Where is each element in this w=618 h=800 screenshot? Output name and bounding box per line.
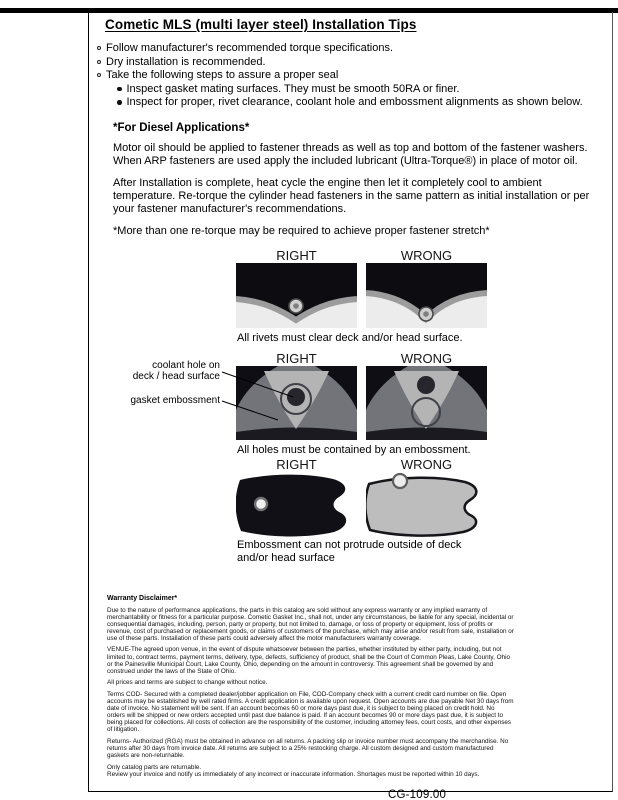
warranty-paragraph: VENUE-The agreed upon venue, in the event of dispute whatsoever between the parties, whether instituted by either party, including, but not limited to, contract terms, payment terms, delivery, type, defects, sufficiency of product, shall be the Court of Common Pleas, Lake County, Ohio or the Painesville Municipal Court, Lake County, Ohio, depending on the amount in controversy. This agreement shall be governed by and construed under the laws of the State of Ohio.	[107, 646, 511, 675]
protrusion-caption	[237, 539, 517, 565]
protrusion-caption-line1: Embossment can not protrude outside of deck	[237, 538, 462, 551]
sub-tip-item	[105, 83, 604, 97]
diesel-applications-section	[113, 122, 604, 238]
wrong-header-row1: WRONG	[400, 247, 453, 263]
tip-item	[105, 69, 604, 83]
sub-tip-text: Inspect for proper, rivet clearance, coolant hole and embossment alignments as shown below.	[126, 96, 583, 108]
catalog-page-code: CG-109.00	[388, 789, 447, 800]
diesel-heading: *For Diesel Applications*	[113, 121, 250, 134]
warranty-paragraph: Due to the nature of performance applications, the parts in this catalog are sold without any express warranty or any implied warranty of merchantability or fitness for a particular purpose. Cometic Gasket Inc., shall not, under any circumstances, be liable for any special, incidental or consequential damages, including, person, party or property, but not limited to, damage, or loss of property or equipment, loss of profits or revenue, cost of purchased or replacement goods, or claims of customers of the purchase, which may arise and/or result from sale, installation or use of these parts. Installation of these parts could adversely affect the motor manufacturers warranty coverage.	[107, 606, 514, 642]
right-header-row2: RIGHT	[276, 350, 317, 366]
wrong-header-row3: WRONG	[400, 456, 453, 472]
tip-text: Take the following steps to assure a proper seal	[106, 69, 339, 81]
rivet-wrong-diagram	[366, 263, 487, 328]
diesel-paragraph: Motor oil should be applied to fastener threads as well as top and bottom of the fastener washers. When ARP fasteners are used apply the included lubricant (Ultra-Torque®) in place of motor oil.	[113, 141, 588, 167]
protrusion-caption-line2: and/or head surface	[237, 551, 335, 564]
embossment-right-diagram	[236, 366, 357, 440]
diagram-section	[0, 244, 618, 568]
warranty-disclaimer-section	[0, 568, 618, 779]
gasket-embossment-label: gasket embossment	[130, 394, 220, 406]
warranty-paragraph: Returns- Authorized (RGA) must be obtained in advance on all returns. A packing slip or invoice number must accompany the merchandise. No returns after 30 days from invoice date. All returns are subject to a 25% restocking charge. All custom designed and custom manufactured gaskets are non-returnable.	[107, 738, 509, 760]
right-header-row3: RIGHT	[276, 456, 317, 472]
coolant-hole-label-line1: coolant hole on	[152, 359, 220, 371]
rivet-caption: All rivets must clear deck and/or head surface.	[237, 331, 463, 344]
tip-item	[105, 42, 604, 56]
holes-caption: All holes must be contained by an embossment.	[237, 443, 471, 456]
tips-list	[105, 42, 604, 110]
warranty-heading: Warranty Disclaimer*	[107, 594, 178, 602]
warranty-paragraph: Terms COD- Secured with a completed dealer/jobber application on File, COD-Company check with a current credit card number on file. Open accounts may be established by well rated firms. A credit application is available upon request. Open accounts are due payable Net 30 days from date of invoice. No statement will be sent. If an account becomes 60 or more days past due, it is subject to being placed on credit hold. No orders will be shipped or new orders accepted until past due balance is paid. If an account becomes 90 or more days past due, it is subject to being placed for collections. All costs of collection are the responsibility of the customer, including attorney fees, court costs, and other expenses of litigation.	[107, 690, 514, 734]
circle-bullet-icon	[97, 60, 101, 64]
circle-bullet-icon	[97, 46, 101, 50]
circle-bullet-icon	[97, 73, 101, 77]
wrong-header-row2: WRONG	[400, 350, 453, 366]
page-title: Cometic MLS (multi layer steel) Installation Tips	[105, 17, 417, 32]
sub-tip-item	[105, 96, 604, 110]
tip-item	[105, 56, 604, 70]
sub-tip-text: Inspect gasket mating surfaces. They must be smooth 50RA or finer.	[126, 82, 460, 95]
warranty-paragraph: All prices and terms are subject to change without notice.	[107, 679, 268, 687]
tip-text: Dry installation is recommended.	[106, 55, 266, 68]
protrusion-wrong-diagram	[366, 472, 487, 538]
rivet-right-diagram	[236, 263, 357, 328]
dot-bullet-icon	[117, 87, 122, 92]
retorque-note: *More than one re-torque may be required to achieve proper fastener stretch*	[113, 224, 490, 237]
installation-tips-section	[0, 0, 618, 238]
coolant-hole-label	[120, 360, 220, 383]
coolant-hole-label-line2: deck / head surface	[132, 371, 220, 382]
right-header-row1: RIGHT	[276, 247, 317, 263]
tip-text: Follow manufacturer's recommended torque specifications.	[106, 42, 394, 54]
protrusion-right-diagram	[236, 472, 357, 538]
page-top-border	[0, 8, 618, 13]
embossment-wrong-diagram	[366, 366, 487, 440]
dot-bullet-icon	[117, 100, 122, 105]
warranty-paragraph: Only catalog parts are returnable.	[107, 763, 202, 771]
warranty-paragraph: Review your invoice and notify us immediately of any incorrect or inaccurate information. Shortages must be reported within 10 days.	[107, 771, 480, 779]
diesel-paragraph: After Installation is complete, heat cycle the engine then let it completely cool to ambient temperature. Re-torque the cylinder head fasteners in the same pattern as initial installation or per your fastener manufacturer's recommendations.	[113, 176, 590, 215]
